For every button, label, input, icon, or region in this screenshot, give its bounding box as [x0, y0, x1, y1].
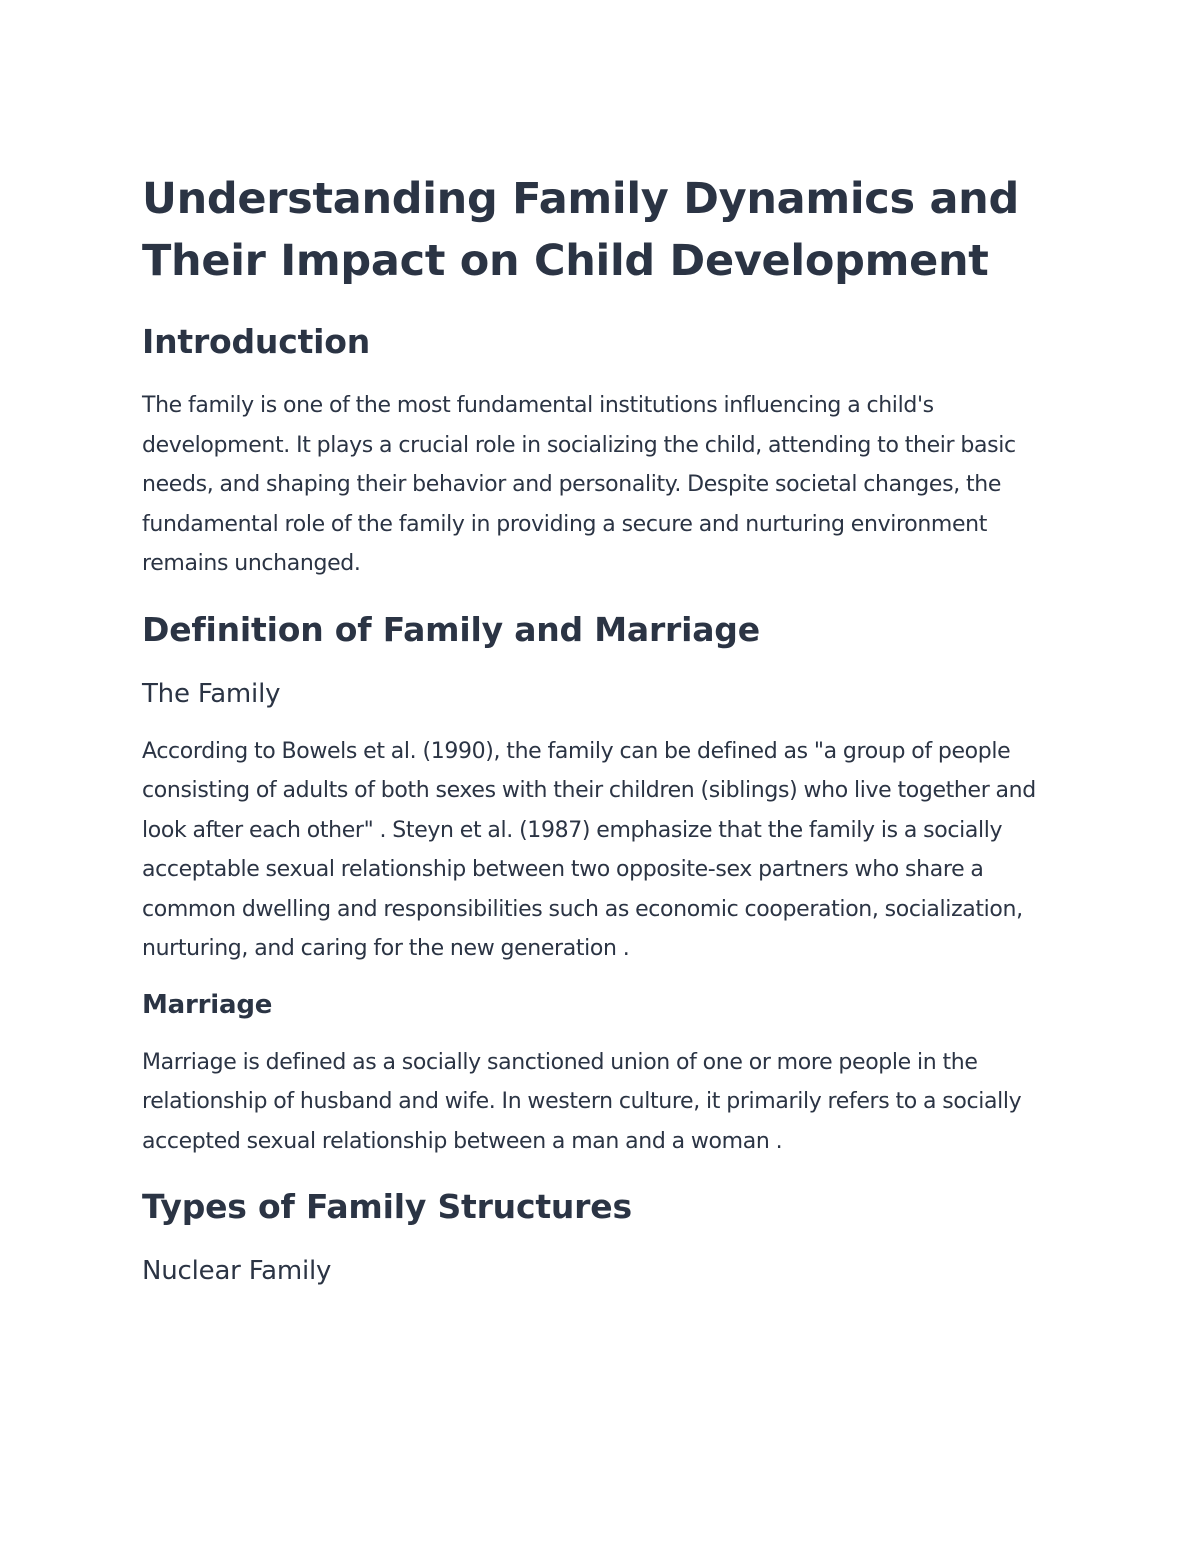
section-heading-introduction: Introduction — [142, 322, 371, 361]
paragraph-the-family: According to Bowels et al. (1990), the family can be defined as "a group of people consisting of adults of both sexes with their children (siblings) who live together and look after each other" . Steyn et al. (1987) emphasize that the family is a socially acceptable sexual relationship between two opposite-sex partners who share a common dwelling and responsibilities such as economic cooperation, socialization, nurturing, and caring for the new generation . — [142, 738, 1036, 961]
subsection-heading-nuclear-family: Nuclear Family — [142, 1256, 332, 1286]
paragraph-marriage: Marriage is defined as a socially sanctioned union of one or more people in the relationship of husband and wife. In western culture, it primarily refers to a socially accepted sexual relationship between a man and a woman . — [142, 1049, 1022, 1154]
section-heading-types: Types of Family Structures — [142, 1187, 632, 1226]
paragraph-introduction: The family is one of the most fundamental institutions influencing a child's development. It plays a crucial role in socializing the child, attending to their basic needs, and shaping their behavior and personality. Despite societal changes, the fundamental role of the family in providing a secure and nurturing environment remains unchanged. — [142, 393, 1016, 576]
subsection-heading-the-family: The Family — [142, 678, 281, 709]
document-title: Understanding Family Dynamics and Their Impact on Child Development — [142, 174, 1019, 286]
document-page — [142, 168, 1072, 1289]
section-heading-definition: Definition of Family and Marriage — [142, 609, 760, 649]
subsection-heading-marriage: Marriage — [142, 989, 273, 1020]
